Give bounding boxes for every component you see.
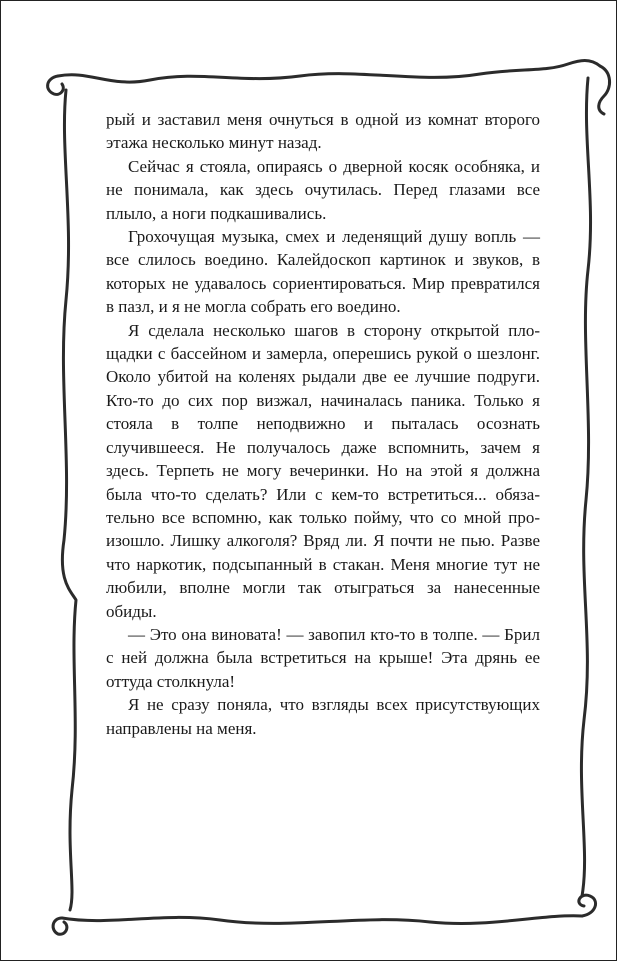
- paragraph: Сейчас я стояла, опираясь о дверной косяк особняка, и не понимала, как здесь очутилась. Перед глазами все плыло, а ноги подкашивались.: [106, 156, 540, 223]
- body-text: [106, 108, 540, 740]
- paragraph: — Это она виновата! — завопил кто-то в толпе. — Брил с ней должна была встретиться на крыше! Эта дрянь ее оттуда столкнула!: [106, 624, 540, 691]
- paragraph: рый и заставил меня очнуться в одной из комнат второго этажа несколько минут назад.: [106, 110, 540, 153]
- paragraph: Грохочущая музыка, смех и леденящий душу вопль — все слилось воедино. Калейдоскоп картинок и звуков, в которых не удавалось сориентироваться. Мир превратился в пазл, и я не могла собрать его воедино.: [106, 227, 540, 317]
- paragraph: Я не сразу поняла, что взгляды всех присутствующих направлены на меня.: [106, 695, 540, 738]
- paragraph: Я сделала несколько шагов в сторону открытой площадки с бассейном и замерла, оперешись рукой о шезлонг. Около убитой на коленях рыдали две ее лучшие подруги. Кто-то до сих пор визжал, начиналась паника. Только я стояла в толпе неподвижно и пыталась осознать случившееся. Не получалось даже вспомнить, зачем я здесь. Терпеть не могу вечеринки. Но на этой я должна была что-то сделать? Или с кем-то встретиться... обязательно все вспомню, как только пойму, что со мной произошло. Лишку алкоголя? Вряд ли. Я почти не пью. Разве что наркотик, подсыпанный в стакан. Меня многие тут не любили, вполне могли так отыграться за нанесенные обиды.: [106, 320, 540, 621]
